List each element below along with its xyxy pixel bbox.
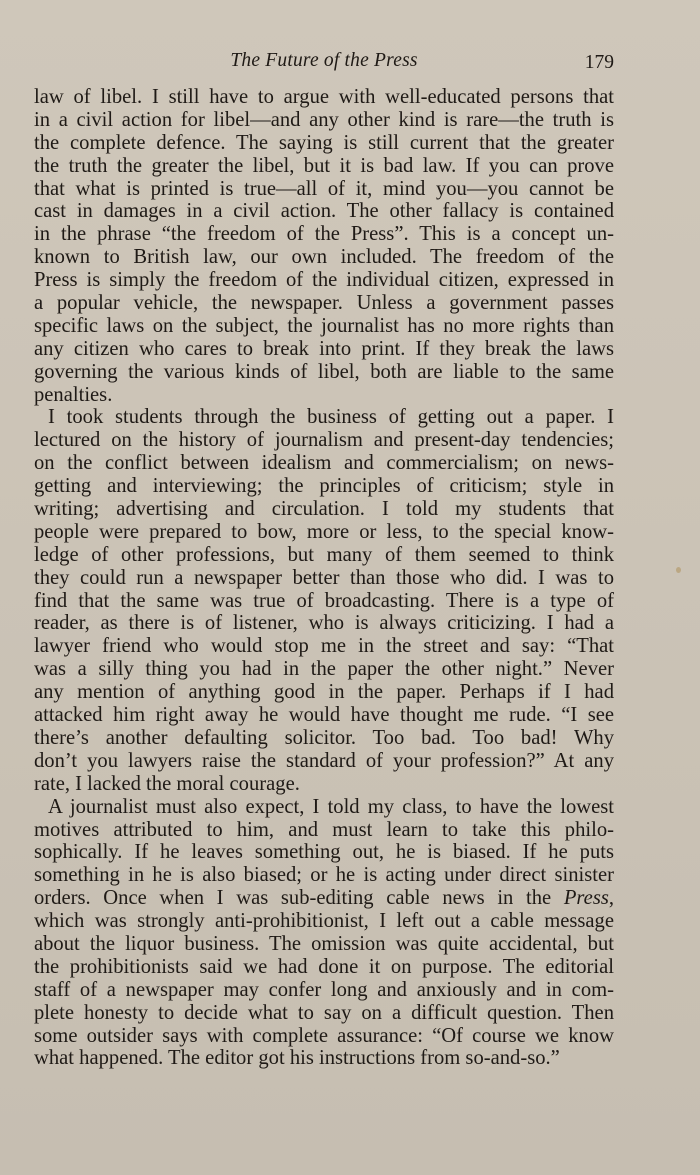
text-line: that what is printed is true—all of it, mind you—you cannot be [34, 177, 614, 200]
body-text [34, 86, 614, 1070]
running-head [34, 50, 614, 80]
text-line: some outsider says with complete assurance: “Of course we know [34, 1024, 614, 1047]
paragraph-1 [34, 86, 614, 406]
text-line: cast in damages in a civil action. The other fallacy is contained [34, 200, 614, 223]
text-line: there’s another defaulting solicitor. Too bad. Too bad! Why [34, 726, 614, 749]
newspaper-name: Press [563, 887, 609, 910]
paragraph-3 [34, 796, 614, 1071]
text-line: which was strongly anti-prohibitionist, I left out a cable message [34, 910, 614, 933]
text-line: A journalist must also expect, I told my class, to have the lowest [48, 795, 614, 818]
text-line: sophically. If he leaves something out, he is biased. If he puts [34, 841, 614, 864]
text-line: motives attributed to him, and must learn to take this philo- [34, 818, 614, 841]
text-line: law of libel. I still have to argue with well-educated persons that [34, 86, 614, 108]
text-line: specific laws on the subject, the journalist has no more rights than [34, 314, 614, 337]
text-line: lectured on the history of journalism and present-day tendencies; [34, 429, 614, 452]
text-line: the prohibitionists said we had done it on purpose. The editorial [34, 955, 614, 978]
text-line: they could run a newspaper better than those who did. I was to [34, 566, 614, 589]
text-line: don’t you lawyers raise the standard of your profession?” At any [34, 749, 614, 772]
text-line: the complete defence. The saying is still current that the greater [34, 131, 614, 154]
text-line: rate, I lacked the moral courage. [34, 772, 300, 795]
text-line: any mention of anything good in the paper. Perhaps if I had [34, 681, 614, 704]
text-line: I took students through the business of getting out a paper. I [48, 406, 614, 429]
text-line: people were prepared to bow, more or less, to the special know- [34, 520, 614, 543]
text-line: on the conflict between idealism and commercialism; on news- [34, 452, 614, 475]
text-line: lawyer friend who would stop me in the street and say: “That [34, 635, 614, 658]
text-line: was a silly thing you had in the paper the other night.” Never [34, 658, 614, 681]
text-line: writing; advertising and circulation. I told my students that [34, 498, 614, 521]
text-line: reader, as there is of listener, who is always criticizing. I had a [34, 612, 614, 635]
text-line: find that the same was true of broadcasting. There is a type of [34, 589, 614, 612]
text-line: getting and interviewing; the principles of criticism; style in [34, 475, 614, 498]
paragraph-2 [34, 406, 614, 795]
text-line: known to British law, our own included. The freedom of the [34, 246, 614, 269]
text-line: about the liquor business. The omission was quite accidental, but [34, 932, 614, 955]
margin-speck [676, 567, 681, 573]
running-title: The Future of the Press [230, 50, 418, 71]
text-line: orders. Once when I was sub-editing cable news in the Press, [34, 887, 614, 910]
text-line: attacked him right away he would have thought me rude. “I see [34, 704, 614, 727]
text-line: Press is simply the freedom of the individual citizen, expressed in [34, 269, 614, 292]
text-line: a popular vehicle, the newspaper. Unless a government passes [34, 292, 614, 315]
text-line: penalties. [34, 383, 113, 406]
text-line: plete honesty to decide what to say on a difficult question. Then [34, 1001, 614, 1024]
text-line: any citizen who cares to break into print. If they break the laws [34, 337, 614, 360]
text-line: something in he is also biased; or he is acting under direct sinister [34, 864, 614, 887]
page-number: 179 [584, 52, 614, 73]
text-line: ledge of other professions, but many of them seemed to think [34, 543, 614, 566]
text-line: what happened. The editor got his instructions from so-and-so.” [34, 1047, 560, 1070]
text-line: staff of a newspaper may confer long and anxiously and in com- [34, 978, 614, 1001]
text-line: in the phrase “the freedom of the Press”. This is a concept un- [34, 223, 614, 246]
text-line: the truth the greater the libel, but it is bad law. If you can prove [34, 154, 614, 177]
text-line: in a civil action for libel—and any other kind is rare—the truth is [34, 108, 614, 131]
text-line: governing the various kinds of libel, both are liable to the same [34, 360, 614, 383]
